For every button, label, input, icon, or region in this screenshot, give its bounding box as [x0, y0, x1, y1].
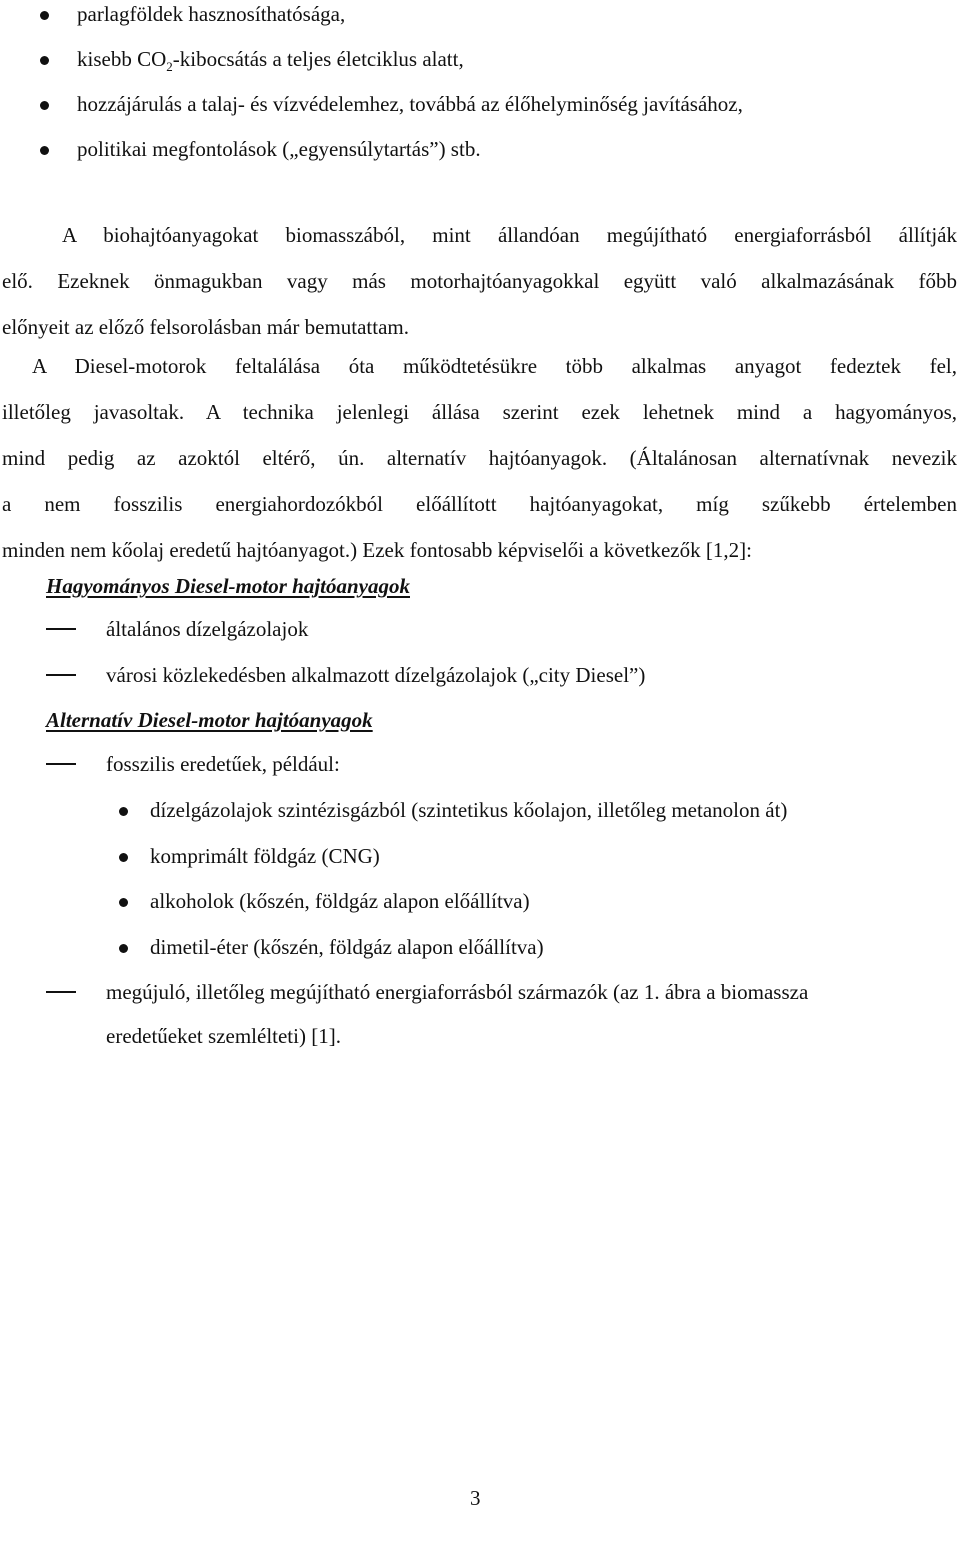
dash-text: városi közlekedésben alkalmazott dízelgázolajok („city Diesel”) [106, 663, 646, 687]
paragraph-line: A biohajtóanyagokat biomasszából, mint állandóan megújítható energiaforrásból állítják [62, 223, 957, 247]
bullet-text: dimetil-éter (kőszén, földgáz alapon előállítva) [150, 935, 544, 959]
bullet-text: hozzájárulás a talaj- és vízvédelemhez, továbbá az élőhelyminőség javításához, [77, 92, 743, 116]
paragraph-line: A Diesel-motorok feltalálása óta működtetésükre több alkalmas anyagot fedeztek fel, [32, 354, 957, 378]
dash-text: általános dízelgázolajok [106, 617, 309, 641]
bullet-icon [119, 898, 128, 907]
paragraph-2 [2, 343, 957, 573]
bullet-text: dízelgázolajok szintézisgázból (szintetikus kőolajon, illetőleg metanolon át) [150, 798, 788, 822]
dash-icon [46, 628, 76, 630]
dash-icon [46, 674, 76, 676]
bullet-text: alkoholok (kőszén, földgáz alapon előállítva) [150, 889, 530, 913]
bullet-icon [119, 944, 128, 953]
dash-text-line: megújuló, illetőleg megújítható energiaforrásból származók (az 1. ábra a biomassza [106, 980, 809, 1004]
dash-text: fosszilis eredetűek, például: [106, 752, 340, 776]
dash-icon [46, 991, 76, 993]
bullet-text: parlagföldek hasznosíthatósága, [77, 2, 346, 26]
bullet-icon [40, 101, 49, 110]
paragraph-line: elő. Ezeknek önmagukban vagy más motorhajtóanyagokkal együtt való alkalmazásának főbb [2, 269, 957, 293]
bullet-icon [40, 11, 49, 20]
paragraph-line: minden nem kőolaj eredetű hajtóanyagot.) Ezek fontosabb képviselői a következők [1,2]: [2, 538, 752, 562]
bullet-text: politikai megfontolások („egyensúlytartás”) stb. [77, 137, 481, 161]
dash-item [0, 969, 955, 1061]
bullet-text: komprimált földgáz (CNG) [150, 844, 380, 868]
paragraph-line: a nem fosszilis energiahordozókból előállított hajtóanyagokat, míg szűkebb értelemben [2, 492, 957, 516]
bullet-icon [40, 146, 49, 155]
dash-icon [46, 763, 76, 765]
co2-suffix: -kibocsátás a teljes életciklus alatt, [172, 47, 464, 71]
bullet-icon [119, 853, 128, 862]
paragraph-line: előnyeit az előző felsorolásban már bemutattam. [2, 315, 410, 339]
co2-subscript: 2 [166, 59, 173, 75]
heading-traditional-fuels: Hagyományos Diesel-motor hajtóanyagok [46, 574, 410, 598]
bullet-icon [119, 807, 128, 816]
bullet-icon [40, 56, 49, 65]
dash-text-line: eredetűeket szemlélteti) [1]. [106, 1024, 341, 1048]
paragraph-line: illetőleg javasoltak. A technika jelenlegi állása szerint ezek lehetnek mind a hagyományos, [2, 400, 957, 424]
page-number: 3 [470, 1486, 481, 1510]
co2-prefix: kisebb CO [77, 47, 167, 71]
paragraph-1 [2, 212, 957, 350]
heading-alternative-fuels: Alternatív Diesel-motor hajtóanyagok [46, 708, 373, 732]
paragraph-line: mind pedig az azoktól eltérő, ún. alternatív hajtóanyagok. (Általánosan alternatívnak nevezik [2, 446, 957, 470]
